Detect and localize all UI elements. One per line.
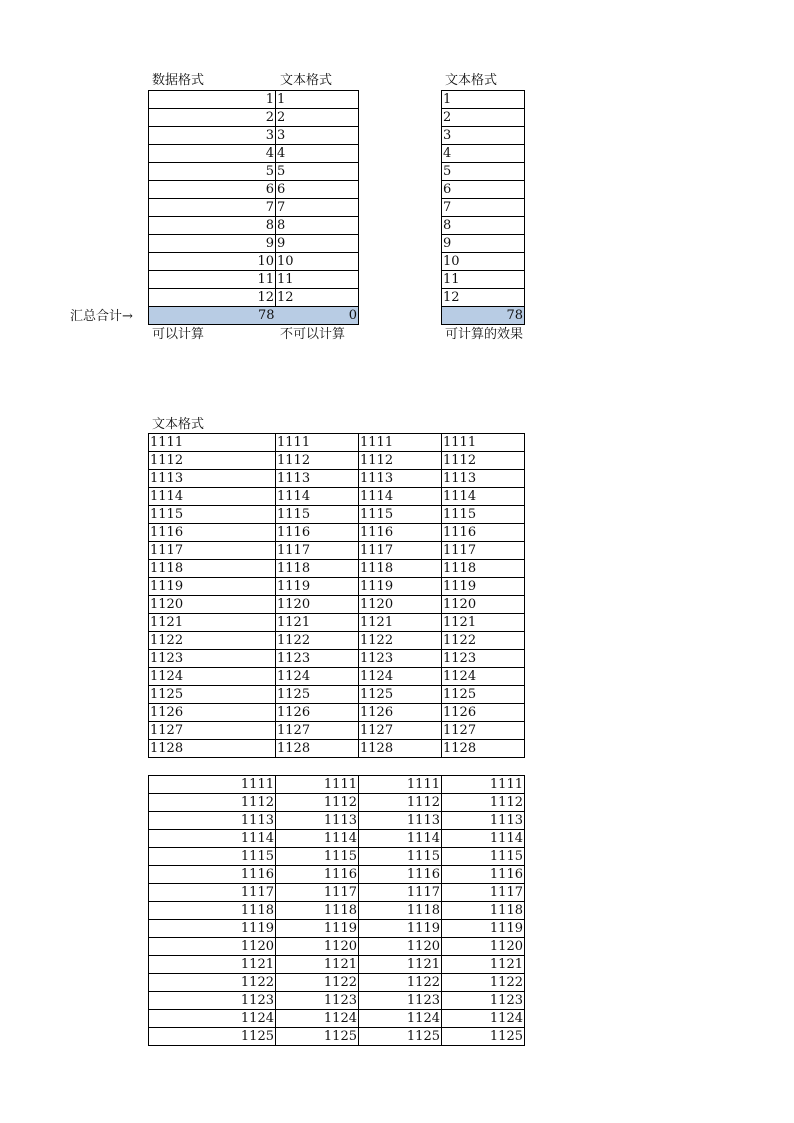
table-row [149,217,359,235]
text-cell[interactable]: 1115 [149,506,276,524]
table-row [149,163,359,181]
label-text-format-middle: 文本格式 [152,417,205,432]
text-cell[interactable]: 1116 [276,524,359,542]
number-cell[interactable]: 1111 [442,776,525,794]
top-right-table-body [442,91,525,325]
text-cell[interactable]: 1113 [276,470,359,488]
text-cell[interactable]: 1116 [359,524,442,542]
table-row [149,578,525,596]
total-row [149,307,359,325]
number-cell[interactable]: 1114 [359,830,442,848]
number-cell[interactable]: 1115 [276,848,359,866]
text-cell[interactable]: 1125 [442,686,525,704]
number-cell[interactable]: 1120 [359,938,442,956]
number-cell[interactable]: 1118 [359,902,442,920]
number-format-cell[interactable]: 10 [149,253,276,271]
text-cell[interactable]: 1121 [149,614,276,632]
text-cell[interactable]: 1121 [442,614,525,632]
number-cell[interactable]: 1122 [276,974,359,992]
table-row [149,289,359,307]
number-cell[interactable]: 1125 [149,1028,276,1046]
text-cell[interactable]: 1113 [359,470,442,488]
top-left-table-body [149,91,359,325]
text-cell[interactable]: 1119 [276,578,359,596]
table-row [442,199,525,217]
total-row [442,307,525,325]
number-cell[interactable]: 1119 [442,920,525,938]
number-cell[interactable]: 1123 [359,992,442,1010]
table-row [149,109,359,127]
number-cell[interactable]: 1121 [442,956,525,974]
text-format-cell[interactable]: 4 [276,145,359,163]
text-cell[interactable]: 1120 [442,596,525,614]
text-cell[interactable]: 1125 [149,686,276,704]
number-cell[interactable]: 1121 [359,956,442,974]
number-cell[interactable]: 1124 [442,1010,525,1028]
text-cell[interactable]: 1126 [442,704,525,722]
note-calc: 可以计算 [152,327,205,342]
number-cell[interactable]: 1116 [442,866,525,884]
text-cell[interactable]: 1126 [359,704,442,722]
number-cell[interactable]: 1117 [359,884,442,902]
number-cell[interactable]: 1112 [149,794,276,812]
text-cell[interactable]: 1114 [276,488,359,506]
converted-text-cell[interactable]: 1 [442,91,525,109]
converted-text-cell[interactable]: 2 [442,109,525,127]
total-converted-cell[interactable]: 78 [442,307,525,325]
table-row [149,253,359,271]
converted-text-cell[interactable]: 9 [442,235,525,253]
table-row [442,109,525,127]
table-row [442,127,525,145]
table-row [149,452,525,470]
number-cell[interactable]: 1124 [276,1010,359,1028]
label-text-format-1: 文本格式 [280,73,333,88]
text-cell[interactable]: 1127 [149,722,276,740]
text-cell[interactable]: 1112 [149,452,276,470]
number-cell[interactable]: 1111 [276,776,359,794]
number-format-cell[interactable]: 2 [149,109,276,127]
number-format-cell[interactable]: 7 [149,199,276,217]
table-row [149,470,525,488]
table-row [149,596,525,614]
number-cell[interactable]: 1120 [149,938,276,956]
text-cell[interactable]: 1121 [276,614,359,632]
number-cell[interactable]: 1113 [276,812,359,830]
number-cell[interactable]: 1116 [149,866,276,884]
converted-text-cell[interactable]: 8 [442,217,525,235]
number-cell[interactable]: 1111 [359,776,442,794]
text-cell[interactable]: 1120 [276,596,359,614]
table-row [149,686,525,704]
text-cell[interactable]: 1124 [276,668,359,686]
number-format-cell[interactable]: 11 [149,271,276,289]
text-cell[interactable]: 1113 [149,470,276,488]
table-row [149,506,525,524]
total-number-cell[interactable]: 78 [149,307,276,325]
table-row [149,740,525,758]
text-cell[interactable]: 1119 [359,578,442,596]
total-text-cell[interactable]: 0 [276,307,359,325]
text-cell[interactable]: 1117 [442,542,525,560]
text-cell[interactable]: 1115 [359,506,442,524]
text-format-cell[interactable]: 9 [276,235,359,253]
number-format-cell[interactable]: 12 [149,289,276,307]
number-cell[interactable]: 1114 [276,830,359,848]
number-format-cell[interactable]: 4 [149,145,276,163]
number-format-cell[interactable]: 9 [149,235,276,253]
text-cell[interactable]: 1121 [359,614,442,632]
table-row [149,920,525,938]
text-cell[interactable]: 1128 [276,740,359,758]
text-cell[interactable]: 1111 [149,434,276,452]
number-cell[interactable]: 1113 [149,812,276,830]
number-format-cell[interactable]: 3 [149,127,276,145]
text-cell[interactable]: 1117 [276,542,359,560]
text-format-cell[interactable]: 11 [276,271,359,289]
note-right: 可计算的效果 [445,327,524,342]
number-cell[interactable]: 1125 [359,1028,442,1046]
table-row [442,289,525,307]
text-cell[interactable]: 1117 [149,542,276,560]
text-cell[interactable]: 1127 [359,722,442,740]
converted-text-cell[interactable]: 5 [442,163,525,181]
table-row [149,91,359,109]
text-format-cell[interactable]: 1 [276,91,359,109]
number-format-cell[interactable]: 1 [149,91,276,109]
text-cell[interactable]: 1127 [442,722,525,740]
number-format-cell[interactable]: 8 [149,217,276,235]
table-row [442,91,525,109]
table-row [149,1010,525,1028]
table-row [149,650,525,668]
table-row [149,794,525,812]
label-text-format-2: 文本格式 [445,73,498,88]
text-format-cell[interactable]: 5 [276,163,359,181]
top-right-table [441,90,525,325]
number-cell[interactable]: 1119 [149,920,276,938]
number-cell[interactable]: 1120 [442,938,525,956]
table-row [149,542,525,560]
number-cell[interactable]: 1119 [276,920,359,938]
table-row [442,235,525,253]
converted-text-cell[interactable]: 4 [442,145,525,163]
text-cell[interactable]: 1117 [359,542,442,560]
table-row [149,632,525,650]
number-cell[interactable]: 1122 [359,974,442,992]
arrow-right-icon: → [122,309,133,324]
number-cell[interactable]: 1124 [149,1010,276,1028]
table-row [442,181,525,199]
table-row [149,560,525,578]
table-row [149,992,525,1010]
number-cell[interactable]: 1125 [276,1028,359,1046]
table-row [149,722,525,740]
text-cell[interactable]: 1115 [442,506,525,524]
text-cell[interactable]: 1118 [442,560,525,578]
number-cell[interactable]: 1117 [149,884,276,902]
table-row [149,614,525,632]
table-row [442,217,525,235]
text-cell[interactable]: 1114 [149,488,276,506]
text-cell[interactable]: 1123 [359,650,442,668]
number-cell[interactable]: 1114 [149,830,276,848]
middle-table [148,433,525,758]
text-format-cell[interactable]: 10 [276,253,359,271]
number-cell[interactable]: 1121 [149,956,276,974]
sum-row-text: 汇总合计 [70,309,123,324]
table-row [149,145,359,163]
text-cell[interactable]: 1120 [359,596,442,614]
number-cell[interactable]: 1117 [442,884,525,902]
number-cell[interactable]: 1120 [276,938,359,956]
text-cell[interactable]: 1124 [149,668,276,686]
text-cell[interactable]: 1126 [276,704,359,722]
bottom-table-body [149,776,525,1046]
table-row [149,884,525,902]
table-row [442,163,525,181]
text-cell[interactable]: 1126 [149,704,276,722]
number-cell[interactable]: 1111 [149,776,276,794]
text-cell[interactable]: 1115 [276,506,359,524]
table-row [149,812,525,830]
text-cell[interactable]: 1111 [276,434,359,452]
text-cell[interactable]: 1119 [442,578,525,596]
number-cell[interactable]: 1114 [442,830,525,848]
table-row [442,271,525,289]
text-format-cell[interactable]: 3 [276,127,359,145]
text-format-cell[interactable]: 6 [276,181,359,199]
converted-text-cell[interactable]: 10 [442,253,525,271]
converted-text-cell[interactable]: 11 [442,271,525,289]
text-cell[interactable]: 1125 [276,686,359,704]
converted-text-cell[interactable]: 6 [442,181,525,199]
text-cell[interactable]: 1111 [442,434,525,452]
label-number-format: 数据格式 [152,73,205,88]
text-cell[interactable]: 1128 [442,740,525,758]
number-cell[interactable]: 1123 [442,992,525,1010]
text-cell[interactable]: 1123 [149,650,276,668]
text-format-cell[interactable]: 8 [276,217,359,235]
table-row [149,956,525,974]
text-cell[interactable]: 1116 [149,524,276,542]
text-format-cell[interactable]: 2 [276,109,359,127]
text-cell[interactable]: 1112 [276,452,359,470]
note-right-clip [445,326,524,344]
table-row [149,902,525,920]
text-cell[interactable]: 1123 [276,650,359,668]
converted-text-cell[interactable]: 12 [442,289,525,307]
table-row [149,488,525,506]
text-cell[interactable]: 1120 [149,596,276,614]
number-cell[interactable]: 1118 [276,902,359,920]
table-row [442,253,525,271]
text-cell[interactable]: 1112 [359,452,442,470]
text-cell[interactable]: 1114 [442,488,525,506]
text-format-cell[interactable]: 12 [276,289,359,307]
middle-table-body [149,434,525,758]
text-cell[interactable]: 1122 [359,632,442,650]
text-cell[interactable]: 1124 [442,668,525,686]
text-cell[interactable]: 1116 [442,524,525,542]
table-row [149,866,525,884]
text-cell[interactable]: 1111 [359,434,442,452]
bottom-table [148,775,525,1046]
number-cell[interactable]: 1123 [276,992,359,1010]
table-row [149,938,525,956]
text-cell[interactable]: 1113 [442,470,525,488]
note-nocalc: 不可以计算 [280,327,346,342]
table-row [149,848,525,866]
text-cell[interactable]: 1114 [359,488,442,506]
text-cell[interactable]: 1124 [359,668,442,686]
number-cell[interactable]: 1116 [276,866,359,884]
number-cell[interactable]: 1119 [359,920,442,938]
number-cell[interactable]: 1121 [276,956,359,974]
number-format-cell[interactable]: 6 [149,181,276,199]
table-row [149,271,359,289]
text-cell[interactable]: 1123 [442,650,525,668]
number-cell[interactable]: 1112 [359,794,442,812]
converted-text-cell[interactable]: 3 [442,127,525,145]
number-cell[interactable]: 1125 [442,1028,525,1046]
text-cell[interactable]: 1118 [149,560,276,578]
table-row [149,1028,525,1046]
table-row [149,776,525,794]
text-cell[interactable]: 1127 [276,722,359,740]
number-cell[interactable]: 1115 [442,848,525,866]
converted-text-cell[interactable]: 7 [442,199,525,217]
text-cell[interactable]: 1128 [359,740,442,758]
number-cell[interactable]: 1113 [442,812,525,830]
table-row [149,235,359,253]
table-row [149,199,359,217]
sum-row-label [70,308,133,326]
number-cell[interactable]: 1113 [359,812,442,830]
text-cell[interactable]: 1122 [442,632,525,650]
table-row [149,127,359,145]
table-row [149,974,525,992]
table-row [149,434,525,452]
number-cell[interactable]: 1116 [359,866,442,884]
text-cell[interactable]: 1125 [359,686,442,704]
text-cell[interactable]: 1122 [149,632,276,650]
text-cell[interactable]: 1128 [149,740,276,758]
top-left-table [148,90,359,325]
table-row [149,668,525,686]
number-format-cell[interactable]: 5 [149,163,276,181]
number-cell[interactable]: 1122 [149,974,276,992]
table-row [442,145,525,163]
text-cell[interactable]: 1119 [149,578,276,596]
table-row [149,524,525,542]
table-row [149,181,359,199]
number-cell[interactable]: 1115 [359,848,442,866]
table-row [149,830,525,848]
number-cell[interactable]: 1117 [276,884,359,902]
number-cell[interactable]: 1122 [442,974,525,992]
number-cell[interactable]: 1112 [442,794,525,812]
number-cell[interactable]: 1112 [276,794,359,812]
number-cell[interactable]: 1118 [442,902,525,920]
table-row [149,704,525,722]
text-cell[interactable]: 1122 [276,632,359,650]
number-cell[interactable]: 1124 [359,1010,442,1028]
text-cell[interactable]: 1118 [359,560,442,578]
text-cell[interactable]: 1118 [276,560,359,578]
number-cell[interactable]: 1123 [149,992,276,1010]
text-cell[interactable]: 1112 [442,452,525,470]
number-cell[interactable]: 1118 [149,902,276,920]
text-format-cell[interactable]: 7 [276,199,359,217]
number-cell[interactable]: 1115 [149,848,276,866]
